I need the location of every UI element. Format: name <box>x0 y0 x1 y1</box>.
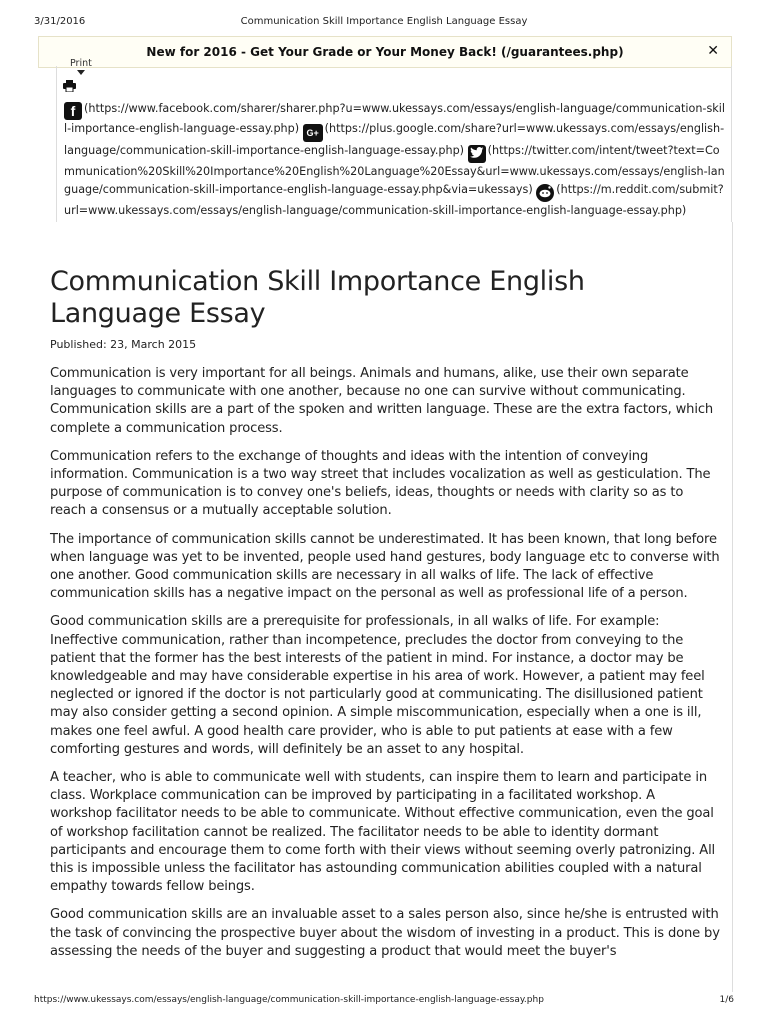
reddit-share-link[interactable]: (https://m.reddit.com/submit?url=www.ukessays.com/essays/english-language/communication-skill-importance-english-language-essay.php) <box>64 183 724 218</box>
printer-icon[interactable] <box>63 80 76 92</box>
promo-banner-text[interactable]: New for 2016 - Get Your Grade or Your Money Back! (/guarantees.php) <box>146 45 624 59</box>
share-bar <box>56 58 732 222</box>
footer-url: https://www.ukessays.com/essays/english-language/communication-skill-importance-english-language-essay.php <box>34 995 544 1005</box>
facebook-share-link[interactable]: (https://www.facebook.com/sharer/sharer.php?u=www.ukessays.com/essays/english-language/communication-skill-importance-english-language-essay.php) <box>64 102 725 135</box>
facebook-icon[interactable]: f <box>64 102 82 120</box>
reddit-icon[interactable] <box>536 184 554 202</box>
article-paragraph: Good communication skills are an invaluable asset to a sales person also, since he/she is entrusted with the task of convincing the prospective buyer about the wisdom of investing in a product. This is done by assessing the needs of the buyer and suggesting a product that would meet the buyer's <box>50 907 720 959</box>
print-header <box>34 16 734 27</box>
google-plus-share-link[interactable]: (https://plus.google.com/share?url=www.ukessays.com/essays/english-language/communication-skill-importance-english-language-essay.php) <box>64 122 725 157</box>
published-date: Published: 23, March 2015 <box>50 338 197 351</box>
print-date: 3/31/2016 <box>34 16 86 27</box>
google-plus-icon[interactable]: G+ <box>303 124 323 142</box>
promo-banner[interactable] <box>38 36 732 68</box>
caret-down-icon <box>77 70 85 75</box>
close-icon[interactable]: ✕ <box>707 43 719 59</box>
article-paragraph: Good communication skills are a prerequisite for professionals, in all walks of life. For example: Ineffective communication, rather than incompetence, precludes the doctor from conveying to the patient that the former has the best interests of the patient in mind. For instance, a doctor may be knowledgeable and may have considerable expertise in his area of work. However, a patient may feel neglected or ignored if the doctor is not particularly good at communicating. The disillusioned patient may also consider getting a second opinion. A simple miscommunication, especially when a one is ill, makes one feel awful. A good health care provider, who is able to put patients at ease with a few comforting gestures and words, will definitely be an asset to any hospital. <box>50 614 705 757</box>
twitter-icon[interactable] <box>468 145 486 163</box>
article-title: Communication Skill Importance English Language Essay <box>50 266 585 329</box>
twitter-share-link[interactable]: (https://twitter.com/intent/tweet?text=Communication%20Skill%20Importance%20English%20Language%20Essay&url=www.ukessays.com/essays/english-language/communication-skill-importance-english-language-essay.php&via=ukessays) <box>64 144 725 197</box>
column-divider <box>732 222 733 992</box>
article-paragraph: A teacher, who is able to communicate well with students, can inspire them to learn and participate in class. Workplace communication can be improved by participating in a facilitated workshop. A workshop facilitator needs to be able to communicate. Without effective communication, even the goal of workshop facilitation cannot be realized. The facilitator needs to be able to identity dormant participants and encourage them to come forth with their views without seeming overly patronizing. All this is impossible unless the facilitator has astounding communication abilities coupled with a natural empathy towards fellow beings. <box>50 770 716 895</box>
print-label: Print <box>70 58 92 69</box>
article-paragraph: Communication is very important for all beings. Animals and humans, alike, use their own separate languages to communicate with one another, because no one can survive without communicating. Communication skills are a part of the spoken and written language. These are the extra factors, which complete a communication process. <box>50 366 714 436</box>
print-footer <box>34 995 734 1005</box>
page-number: 1/6 <box>719 995 734 1005</box>
share-links <box>64 100 726 221</box>
article-paragraph: Communication refers to the exchange of thoughts and ideas with the intention of conveying information. Communication is a two way street that includes vocalization as well as gesticulation. The purpose of communication is to convey one's beliefs, ideas, thoughts or needs with clarity so as to reach a consensus or a mutually acceptable solution. <box>50 448 711 519</box>
article-paragraph: The importance of communication skills cannot be underestimated. It has been known, that long before when language was yet to be invented, people used hand gestures, body language etc to converse with one another. Good communication skills are necessary in all walks of life. The lack of effective communication skills has a negative impact on the personal as well as professional life of a person. <box>50 531 720 602</box>
print-title: Communication Skill Importance English Language Essay <box>240 16 528 27</box>
article <box>50 266 720 961</box>
